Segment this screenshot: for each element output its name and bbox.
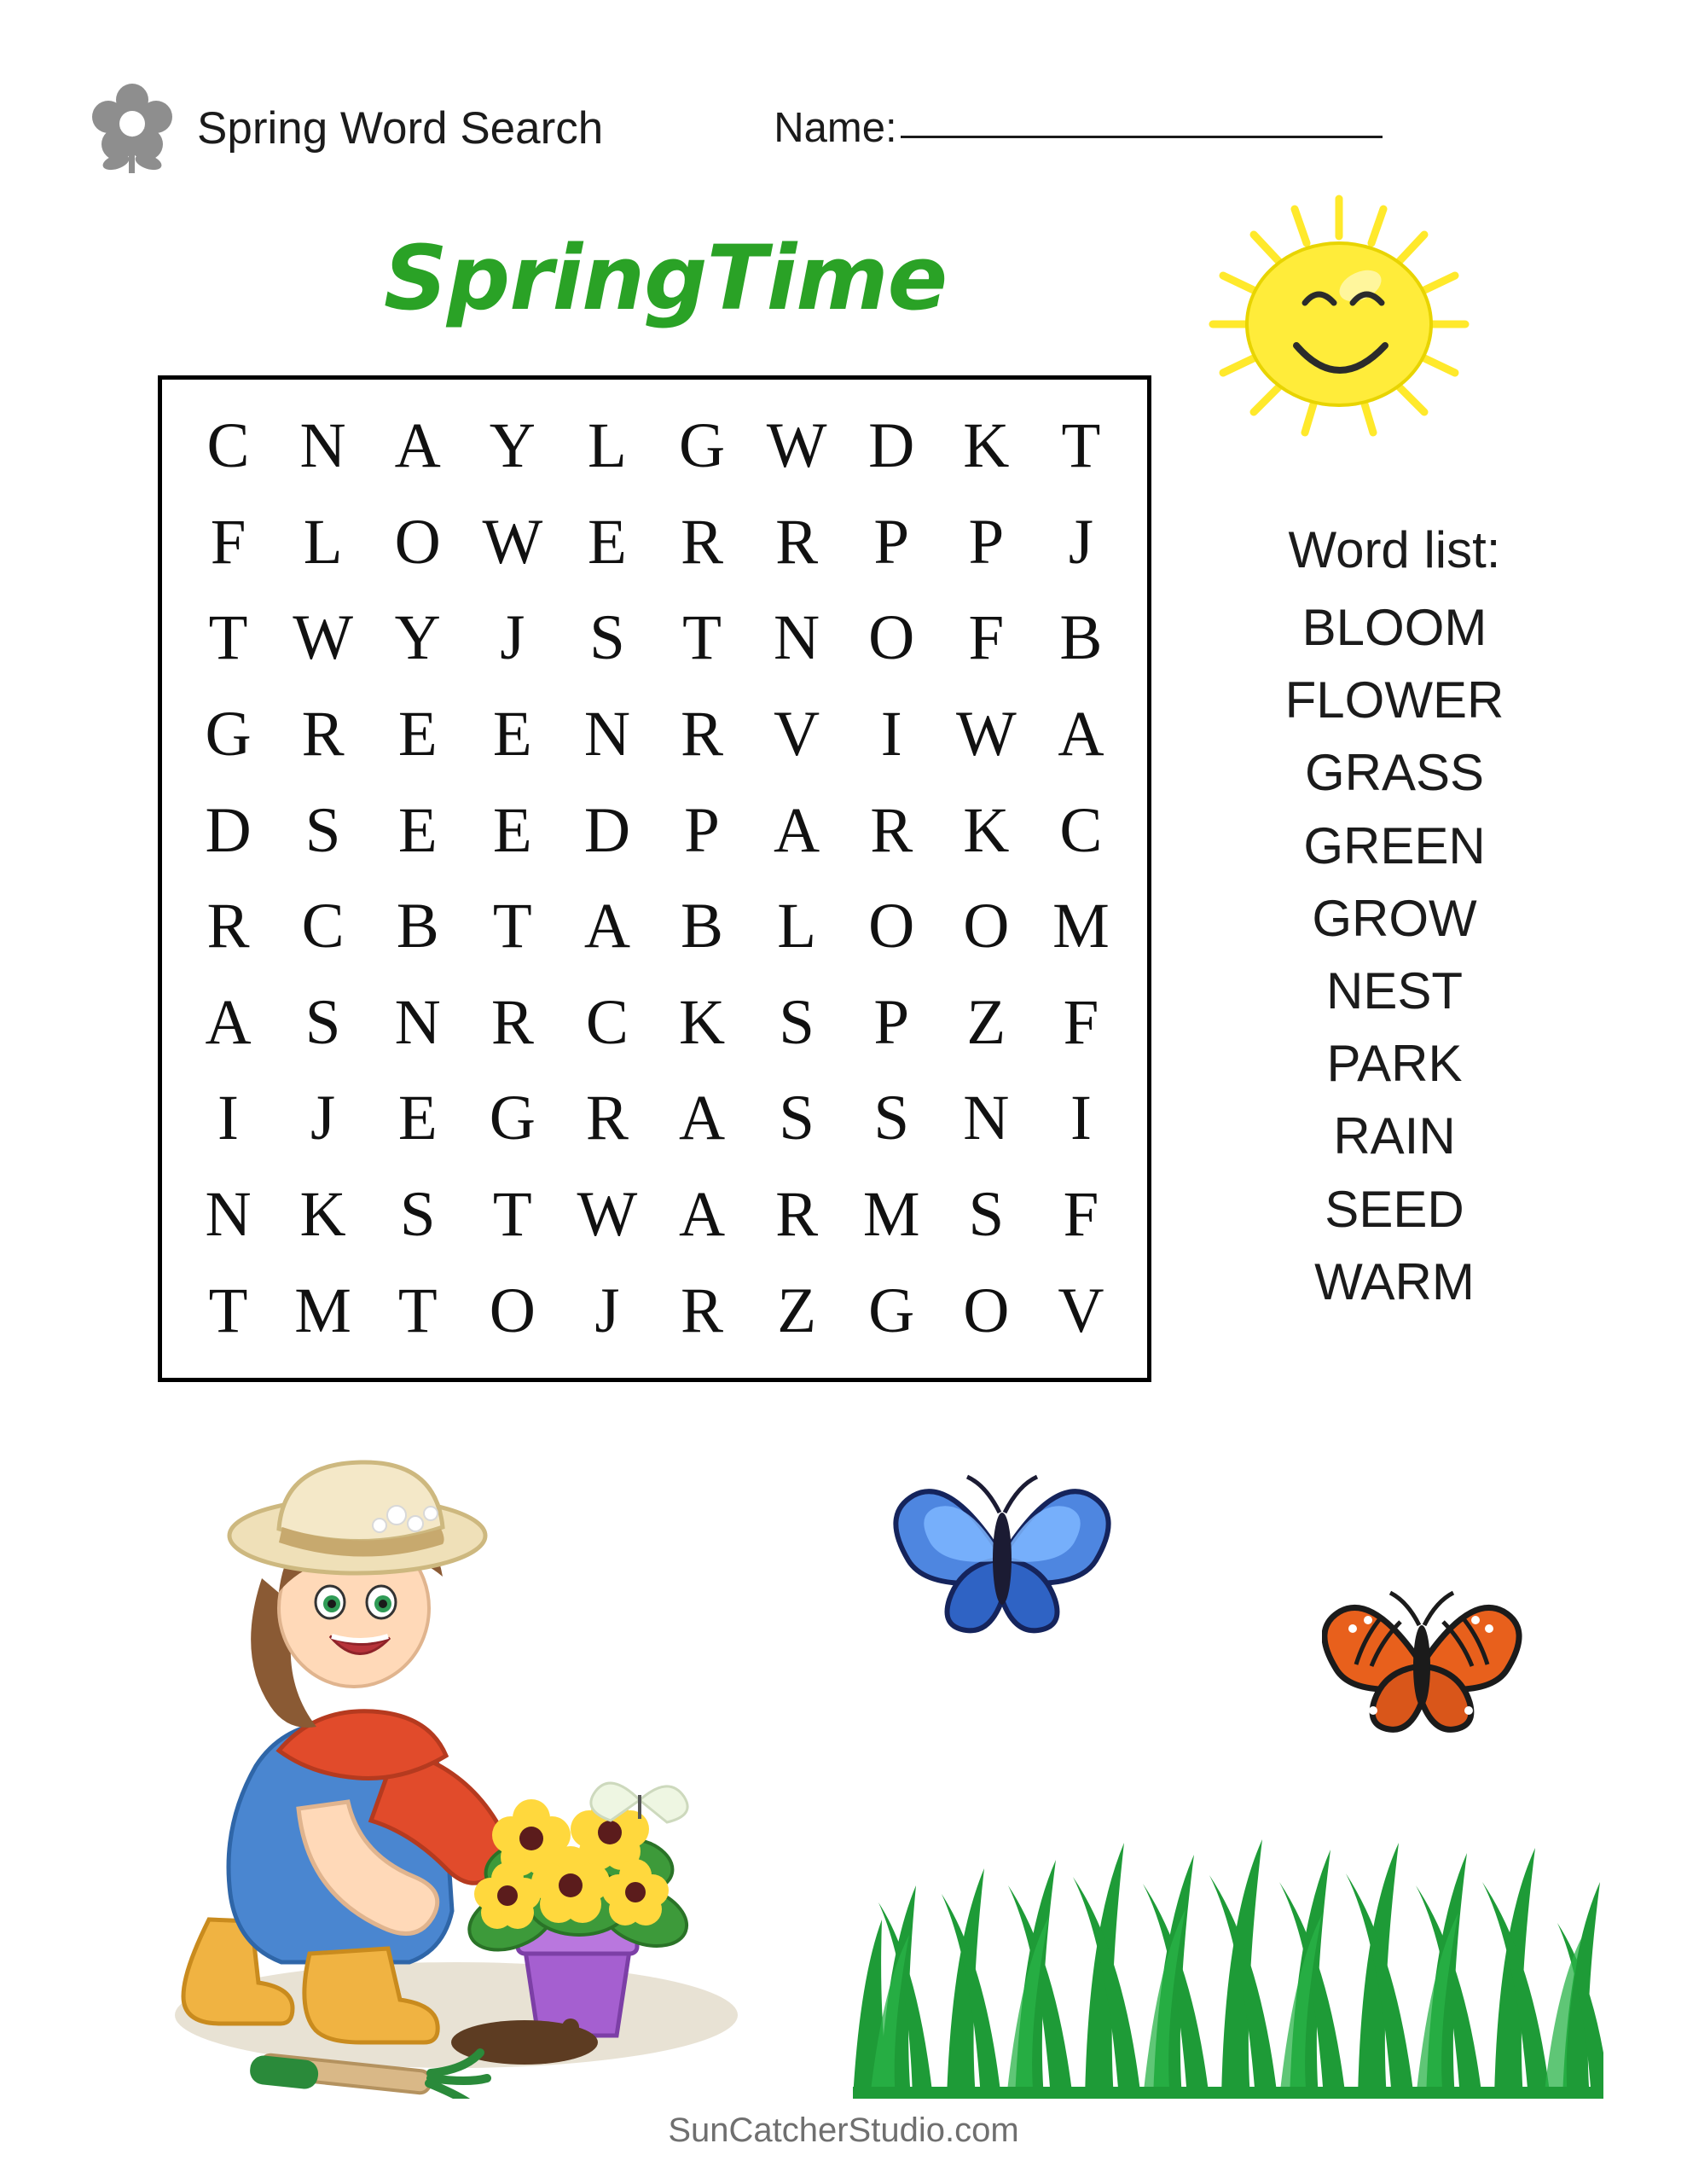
- grid-cell[interactable]: I: [1070, 1083, 1092, 1154]
- word-list: [1211, 520, 1578, 1318]
- grid-cell[interactable]: M: [1052, 891, 1110, 962]
- grid-cell[interactable]: T: [1061, 410, 1101, 482]
- grid-cell[interactable]: G: [678, 410, 726, 482]
- grid-cell[interactable]: J: [594, 1275, 620, 1346]
- footer-credit: SunCatcherStudio.com: [668, 2111, 1019, 2149]
- grid-cell[interactable]: P: [873, 506, 910, 578]
- grid-cell[interactable]: V: [774, 699, 820, 770]
- grid-cell[interactable]: A: [1058, 699, 1104, 770]
- grid-cell[interactable]: L: [303, 506, 343, 578]
- grid-cell[interactable]: T: [208, 602, 248, 674]
- word-list-item[interactable]: SEED: [1325, 1180, 1464, 1238]
- grid-cell[interactable]: E: [492, 699, 532, 770]
- grid-cell[interactable]: N: [299, 410, 346, 482]
- word-list-item[interactable]: GROW: [1312, 889, 1477, 947]
- grid-cell[interactable]: O: [963, 891, 1010, 962]
- grid-cell[interactable]: K: [678, 986, 726, 1058]
- grid-cell[interactable]: C: [301, 891, 345, 962]
- grid-cell[interactable]: W: [577, 1179, 638, 1251]
- grid-cell[interactable]: O: [963, 1275, 1010, 1346]
- grid-cell[interactable]: R: [301, 699, 345, 770]
- grid-cell[interactable]: E: [588, 506, 627, 578]
- word-list-title: Word list:: [1288, 521, 1501, 578]
- grid-cell[interactable]: J: [1068, 506, 1094, 578]
- grid-cell[interactable]: Y: [489, 410, 536, 482]
- grid-cell[interactable]: I: [217, 1083, 240, 1154]
- grid-cell[interactable]: I: [880, 699, 902, 770]
- grid-cell[interactable]: A: [583, 891, 631, 962]
- grid-cell[interactable]: B: [396, 891, 439, 962]
- grid-cell[interactable]: T: [397, 1275, 438, 1346]
- grid-cell[interactable]: G: [205, 699, 252, 770]
- grid-cell[interactable]: A: [394, 410, 441, 482]
- grid-cell[interactable]: A: [678, 1083, 726, 1154]
- grid-cell[interactable]: F: [210, 506, 246, 578]
- grid-cell[interactable]: F: [1063, 1179, 1099, 1251]
- grid-cell[interactable]: C: [206, 410, 250, 482]
- grid-cell[interactable]: E: [397, 1083, 438, 1154]
- grid-cell[interactable]: N: [963, 1083, 1010, 1154]
- grid-cell[interactable]: E: [397, 699, 438, 770]
- grid-cell[interactable]: L: [588, 410, 627, 482]
- grid-cell[interactable]: A: [205, 986, 252, 1058]
- grid-cell[interactable]: R: [206, 891, 250, 962]
- grid-cell[interactable]: S: [589, 602, 625, 674]
- grid-cell[interactable]: N: [774, 602, 820, 674]
- grid-cell[interactable]: A: [678, 1179, 726, 1251]
- grid-cell[interactable]: S: [873, 1083, 910, 1154]
- grid-cell[interactable]: N: [394, 986, 441, 1058]
- grid-cell[interactable]: E: [492, 794, 532, 866]
- grid-cell[interactable]: A: [774, 794, 820, 866]
- grid-cell[interactable]: L: [777, 891, 817, 962]
- name-input-line[interactable]: [901, 135, 1383, 138]
- grid-cell[interactable]: W: [293, 602, 354, 674]
- grid-cell[interactable]: D: [868, 410, 915, 482]
- grid-cell[interactable]: P: [873, 986, 910, 1058]
- grid-cell[interactable]: O: [394, 506, 441, 578]
- grid-cell[interactable]: W: [482, 506, 543, 578]
- grid-cell[interactable]: G: [868, 1275, 915, 1346]
- grid-cell[interactable]: B: [681, 891, 724, 962]
- green-grass-illustration: [853, 1749, 1603, 2099]
- grid-cell[interactable]: C: [585, 986, 629, 1058]
- grid-cell[interactable]: O: [868, 602, 915, 674]
- grid-cell[interactable]: G: [489, 1083, 536, 1154]
- word-list-item[interactable]: BLOOM: [1301, 599, 1487, 656]
- grid-cell[interactable]: S: [779, 986, 815, 1058]
- grid-cell[interactable]: F: [1063, 986, 1099, 1058]
- girl-planting-flowers-illustration: [81, 1408, 823, 2099]
- grid-cell[interactable]: T: [492, 1179, 532, 1251]
- word-list-item[interactable]: NEST: [1325, 961, 1464, 1019]
- word-list-item[interactable]: PARK: [1326, 1035, 1463, 1093]
- name-field-group: [774, 104, 1382, 152]
- grid-cell[interactable]: S: [304, 794, 341, 866]
- grid-cell[interactable]: S: [399, 1179, 436, 1251]
- grid-cell[interactable]: Z: [966, 986, 1006, 1058]
- grid-cell[interactable]: M: [294, 1275, 351, 1346]
- blue-butterfly-illustration: [887, 1463, 1117, 1647]
- grid-cell[interactable]: Y: [394, 602, 441, 674]
- page-title: Spring Word Search: [197, 102, 604, 154]
- grid-cell[interactable]: R: [775, 506, 819, 578]
- grid-cell[interactable]: K: [299, 1179, 346, 1251]
- grid-cell[interactable]: R: [585, 1083, 629, 1154]
- grid-cell[interactable]: P: [684, 794, 720, 866]
- grid-cell[interactable]: N: [205, 1179, 252, 1251]
- grid-cell[interactable]: D: [205, 794, 252, 866]
- grid-cell[interactable]: C: [1059, 794, 1103, 866]
- word-search-grid[interactable]: [158, 375, 1151, 1382]
- word-list-item[interactable]: FLOWER: [1284, 671, 1504, 729]
- grid-cell[interactable]: P: [968, 506, 1005, 578]
- sun-icon: [1186, 183, 1493, 456]
- grid-cell[interactable]: T: [682, 602, 722, 674]
- grid-cell[interactable]: W: [766, 410, 827, 482]
- word-list-item[interactable]: RAIN: [1333, 1107, 1456, 1165]
- grid-cell[interactable]: S: [968, 1179, 1005, 1251]
- grid-cell[interactable]: S: [304, 986, 341, 1058]
- word-list-item[interactable]: GRASS: [1304, 744, 1485, 802]
- orange-monarch-butterfly-illustration: [1322, 1583, 1522, 1745]
- grid-cell[interactable]: J: [500, 602, 525, 674]
- page-header: [90, 81, 1599, 175]
- grid-cell[interactable]: V: [1058, 1275, 1104, 1346]
- grid-cell[interactable]: T: [492, 891, 532, 962]
- grid-cell[interactable]: T: [208, 1275, 248, 1346]
- grid-cell[interactable]: R: [681, 699, 724, 770]
- grid-cell[interactable]: M: [862, 1179, 920, 1251]
- grid-cell[interactable]: B: [1059, 602, 1103, 674]
- flower-icon: [90, 81, 175, 175]
- grid-cell[interactable]: W: [955, 699, 1017, 770]
- grid-cell[interactable]: R: [490, 986, 534, 1058]
- grid-cell[interactable]: Z: [777, 1275, 817, 1346]
- grid-cell[interactable]: R: [681, 506, 724, 578]
- word-list-item[interactable]: WARM: [1314, 1252, 1475, 1310]
- grid-cell[interactable]: K: [963, 794, 1010, 866]
- grid-cell[interactable]: J: [310, 1083, 336, 1154]
- grid-cell[interactable]: D: [583, 794, 631, 866]
- grid-cell[interactable]: F: [968, 602, 1005, 674]
- word-list-item[interactable]: GREEN: [1303, 816, 1486, 874]
- puzzle-title: SpringTime: [383, 226, 948, 330]
- grid-cell[interactable]: E: [397, 794, 438, 866]
- grid-cell[interactable]: K: [963, 410, 1010, 482]
- grid-cell[interactable]: O: [868, 891, 915, 962]
- grid-cell[interactable]: R: [681, 1275, 724, 1346]
- name-label: Name:: [774, 105, 897, 151]
- grid-cell[interactable]: R: [775, 1179, 819, 1251]
- grid-cell[interactable]: O: [489, 1275, 536, 1346]
- grid-cell[interactable]: N: [583, 699, 631, 770]
- grid-cell[interactable]: S: [779, 1083, 815, 1154]
- grid-cell[interactable]: R: [870, 794, 913, 866]
